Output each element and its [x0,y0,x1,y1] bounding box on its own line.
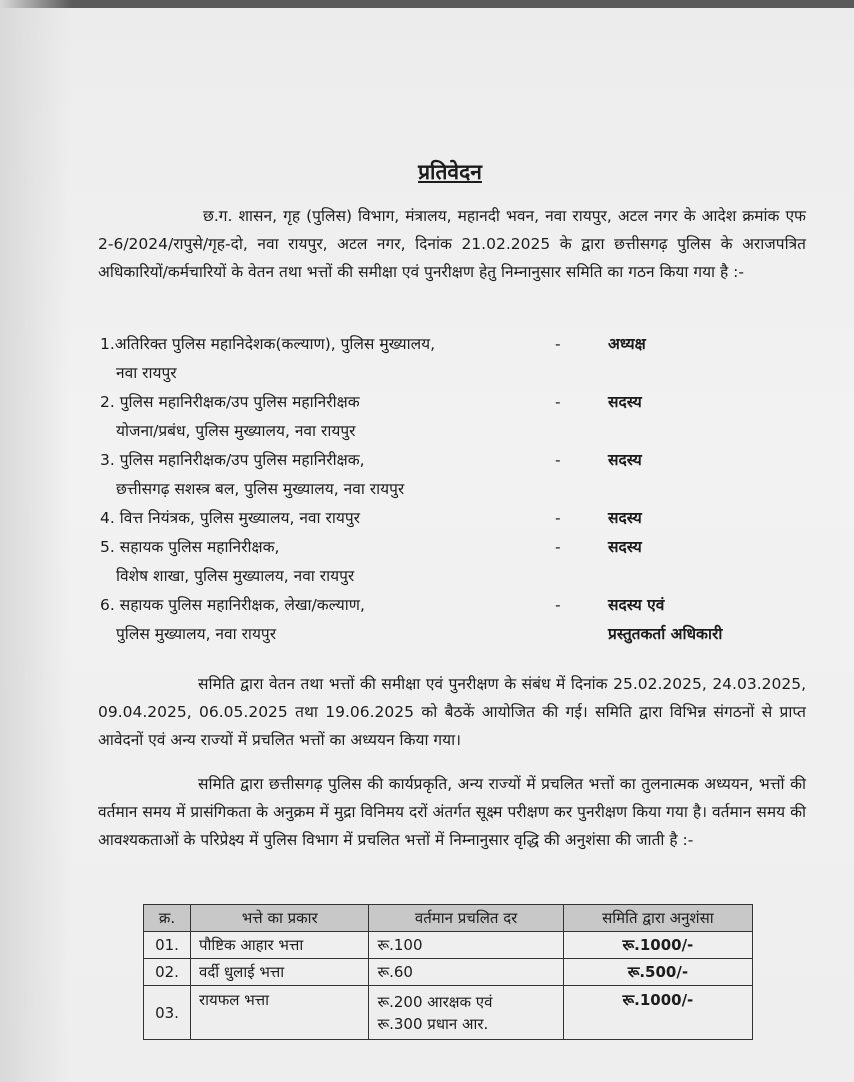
row-current-rate [369,986,563,1040]
member-office: छत्तीसगढ़ सशस्त्र बल, पुलिस मुख्यालय, नवा रायपुर [116,480,405,498]
table-row [144,932,753,959]
member-name: 5. सहायक पुलिस महानिरीक्षक, [100,538,280,556]
member-office: नवा रायपुर [116,364,177,382]
allowance-table [143,904,753,1040]
member-role: सदस्य [608,393,642,411]
header-serial: क्र. [144,905,191,932]
member-dash: - [555,596,561,614]
member-item [100,330,760,388]
member-name: 4. वित्त नियंत्रक, पुलिस मुख्यालय, नवा रायपुर [100,509,360,527]
member-role: सदस्य [608,538,642,556]
row-allowance-type: रायफल भत्ता [191,986,369,1040]
member-item [100,446,760,504]
header-recommendation: समिति द्वारा अनुशंसा [563,905,752,932]
table-header-row [144,905,753,932]
table-row [144,986,753,1040]
member-name: 6. सहायक पुलिस महानिरीक्षक, लेखा/कल्याण, [100,596,365,614]
member-item [100,388,760,446]
member-role: सदस्य एवं [608,596,665,614]
row-current-rate: रू.100 [369,932,563,959]
row-allowance-type: वर्दी धुलाई भत्ता [191,959,369,986]
member-role: अध्यक्ष [608,335,646,353]
member-item [100,591,760,649]
member-office: योजना/प्रबंध, पुलिस मुख्यालय, नवा रायपुर [116,422,356,440]
row-allowance-type: पौष्टिक आहार भत्ता [191,932,369,959]
member-dash: - [555,335,561,353]
intro-paragraph: छ.ग. शासन, गृह (पुलिस) विभाग, मंत्रालय, महानदी भवन, नवा रायपुर, अटल नगर के आदेश क्रमांक एफ 2-6/2024/रापुसे/गृह-दो, नवा रायपुर, अटल नगर, दिनांक 21.02.2025 के द्वारा छत्तीसगढ़ पुलिस के अराजपत्रित अधिकारियों/कर्मचारियों के वेतन तथा भत्तों की समीक्षा एवं पुनरीक्षण हेतु निम्नानुसार समिति का गठन किया गया है :- [98,207,806,281]
member-role: सदस्य [608,509,642,527]
scan-edge [0,0,854,8]
row-serial: 01. [144,932,191,959]
recommendation-paragraph: समिति द्वारा छत्तीसगढ़ पुलिस की कार्यप्रकृति, अन्य राज्यों में प्रचलित भत्तों का तुलनात्मक अध्ययन, भत्तों की वर्तमान समय में प्रासंगिकता के अनुक्रम में मुद्रा विनिमय दरों अंतर्गत सूक्ष्म परीक्षण कर पुनरीक्षण किया गया है। वर्तमान समय की आवश्यकताओं के परिप्रेक्ष्य में पुलिस विभाग में प्रचलित भत्तों में निम्नानुसार वृद्धि की अनुशंसा की जाती है :- [98,775,806,849]
row-recommendation: रू.500/- [563,959,752,986]
row-serial: 02. [144,959,191,986]
member-office: पुलिस मुख्यालय, नवा रायपुर [116,625,277,643]
table-row [144,959,753,986]
member-office: विशेष शाखा, पुलिस मुख्यालय, नवा रायपुर [116,567,355,585]
member-role: सदस्य [608,451,642,469]
member-item [100,533,760,591]
row-current-rate: रू.60 [369,959,563,986]
header-allowance-type: भत्ते का प्रकार [191,905,369,932]
row-recommendation: रू.1000/- [563,932,752,959]
current-rate-line-1: रू.200 आरक्षक एवं [377,992,493,1011]
member-name: 1.अतिरिक्त पुलिस महानिदेशक(कल्याण), पुलिस मुख्यालय, [100,335,436,353]
member-name: 2. पुलिस महानिरीक्षक/उप पुलिस महानिरीक्षक [100,393,360,411]
member-dash: - [555,393,561,411]
report-title: प्रतिवेदन [418,160,482,184]
member-dash: - [555,509,561,527]
member-role-continued: प्रस्तुतकर्ता अधिकारी [608,625,723,643]
committee-member-list [100,330,760,649]
meetings-paragraph: समिति द्वारा वेतन तथा भत्तों की समीक्षा एवं पुनरीक्षण के संबंध में दिनांक 25.02.2025, 24.03.2025, 09.04.2025, 06.05.2025 तथा 19.06.2025 को बैठकें आयोजित की गई। समिति द्वारा विभिन्न संगठनों से प्राप्त आवेदनों एवं अन्य राज्यों में प्रचलित भत्तों का अध्ययन किया गया। [98,675,806,749]
member-dash: - [555,451,561,469]
header-current-rate: वर्तमान प्रचलित दर [369,905,563,932]
row-recommendation: रू.1000/- [563,986,752,1040]
member-name: 3. पुलिस महानिरीक्षक/उप पुलिस महानिरीक्षक, [100,451,365,469]
member-dash: - [555,538,561,556]
row-serial: 03. [144,986,191,1040]
member-item [100,504,760,533]
current-rate-line-2: रू.300 प्रधान आर. [377,1014,489,1033]
